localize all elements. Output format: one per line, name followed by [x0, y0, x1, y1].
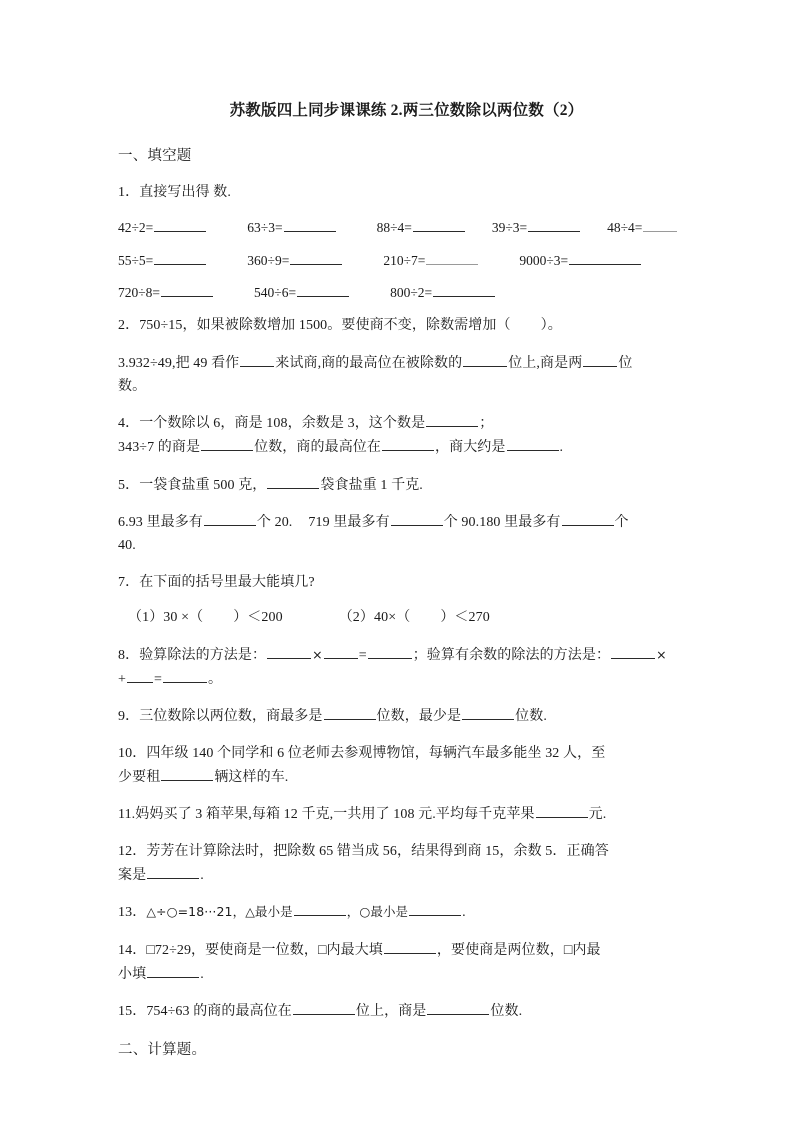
answer-blank[interactable]: [267, 474, 319, 489]
question-4-text: 343÷7 的商是: [118, 439, 201, 455]
calc-expression: 800÷2=: [390, 285, 433, 301]
question-8-text: ×: [312, 646, 323, 662]
question-12-number: 12．: [118, 843, 147, 859]
question-4-text: .: [559, 439, 564, 455]
question-13-text: ，○最小是: [346, 904, 409, 920]
page-title: 苏教版四上同步课课练 2.两三位数除以两位数（2）: [229, 102, 584, 119]
question-10-text: 辆这样的车.: [214, 769, 289, 785]
question-12-text: 芳芳在计算除法时，把除数 65 错当成 56，结果得到商 15，余数 5．正确答: [146, 843, 609, 859]
question-6-text: 个: [614, 515, 629, 531]
question-9-text: 位数.: [515, 709, 547, 725]
question-14: [118, 939, 683, 986]
answer-blank[interactable]: [284, 218, 336, 233]
answer-blank[interactable]: [384, 939, 436, 954]
answer-blank[interactable]: [536, 803, 588, 818]
question-14-text: 小填: [118, 966, 147, 982]
question-7-sub-2-text-end: ）＜270: [440, 610, 490, 626]
question-7-sub-1: [128, 607, 283, 630]
question-8-text: =: [154, 671, 162, 687]
question-13: [118, 901, 683, 925]
answer-blank[interactable]: [290, 250, 342, 265]
question-7-sub-1-text: （1）30 ×（: [128, 610, 204, 626]
question-10-text: 四年级 140 个同学和 6 位老师去参观博物馆，每辆汽车最多能坐 32 人，至: [146, 745, 606, 761]
question-14-text: ，要使商是两位数，□内最: [436, 942, 601, 958]
question-3-number: 3.: [118, 355, 129, 371]
question-7-number: 7．: [118, 574, 140, 590]
question-1-number: 1．: [118, 185, 140, 200]
question-9-text: 位数，最少是: [376, 709, 462, 725]
question-8-text: =: [358, 647, 367, 663]
calc-expression: 9000÷3=: [519, 252, 569, 268]
answer-blank[interactable]: [293, 1000, 355, 1015]
answer-blank[interactable]: [324, 705, 376, 720]
question-2: [118, 315, 683, 338]
answer-blank[interactable]: [413, 218, 465, 233]
question-15: [118, 1000, 683, 1024]
question-6-line-2: 40.: [118, 537, 136, 553]
answer-blank[interactable]: [391, 511, 443, 526]
question-5-number: 5．: [118, 477, 140, 493]
answer-blank[interactable]: [569, 250, 641, 265]
question-11-text: 妈妈买了 3 箱苹果,每箱 12 千克,一共用了 108 元.平均每千克苹果: [135, 807, 535, 823]
section-heading-fill-in-blanks: 一、填空题: [118, 148, 192, 164]
question-8-text: 。: [208, 671, 223, 687]
question-5-text: 袋食盐重 1 千克.: [320, 477, 423, 493]
question-6: [118, 511, 683, 557]
question-3-text: 来试商,商的最高位在被除数的: [275, 355, 463, 371]
question-7-sub-1-text-end: ）＜200: [233, 610, 283, 626]
answer-blank[interactable]: [583, 352, 617, 367]
question-7-sub-2-text: （2）40×（: [338, 610, 411, 626]
question-4-text: ，商大约是: [435, 439, 506, 455]
answer-blank[interactable]: [426, 250, 478, 265]
answer-blank[interactable]: [201, 436, 253, 451]
answer-blank[interactable]: [204, 511, 256, 526]
answer-blank[interactable]: [161, 766, 213, 781]
question-1-text: 直接写出得 数.: [139, 185, 232, 200]
section-heading-calculation: 二、计算题。: [118, 1041, 207, 1058]
question-14-text: □72÷29，要使商是一位数，□内最大填: [146, 942, 383, 958]
question-8-text: ×: [656, 646, 667, 662]
answer-blank[interactable]: [147, 864, 199, 879]
answer-blank[interactable]: [507, 436, 559, 451]
question-4-number: 4．: [118, 416, 140, 432]
question-4-text: 位数，商的最高位在: [254, 439, 381, 455]
question-13-text: .: [462, 905, 466, 921]
answer-blank[interactable]: [463, 352, 507, 367]
answer-blank[interactable]: [240, 352, 274, 367]
question-8-number: 8．: [118, 647, 140, 663]
question-1-row-2: [118, 250, 683, 269]
question-10: [118, 743, 683, 789]
calc-expression: 42÷2=: [118, 220, 154, 236]
question-3-text: 位: [618, 355, 633, 371]
calc-expression: 88÷4=: [376, 220, 412, 236]
question-8-text: 验算除法的方法是：: [139, 647, 267, 663]
answer-blank[interactable]: [154, 250, 206, 265]
question-2-text: 750÷15，如果被除数增加 1500。要使商不变，除数需增加（: [139, 318, 511, 334]
answer-blank[interactable]: [297, 283, 349, 298]
answer-blank[interactable]: [409, 901, 461, 916]
question-1-row-1: [118, 218, 683, 237]
question-5-text: 一袋食盐重 500 克，: [139, 477, 267, 493]
question-1-row-3: [118, 283, 683, 302]
question-9-text: 三位数除以两位数，商最多是: [139, 709, 323, 725]
question-12-text: 案是: [118, 867, 147, 883]
answer-blank[interactable]: [127, 668, 153, 683]
question-10-text: 少要租: [118, 769, 161, 785]
question-12-line-2: [118, 864, 683, 888]
calc-expression: 210÷7=: [383, 252, 426, 268]
calc-expression: 720÷8=: [118, 285, 161, 301]
question-10-number: 10．: [118, 745, 147, 761]
question-11: [118, 803, 683, 827]
question-8-text: +: [118, 671, 126, 687]
question-3: [118, 352, 683, 398]
question-11-number: 11.: [118, 807, 136, 823]
answer-blank[interactable]: [426, 412, 478, 427]
calc-expression: 540÷6=: [254, 285, 297, 301]
question-8: [118, 644, 683, 691]
answer-blank[interactable]: [294, 901, 346, 916]
calc-expression: 360÷9=: [247, 252, 290, 268]
question-13-number: 13．: [118, 905, 147, 921]
answer-blank[interactable]: [154, 218, 206, 233]
question-12: [118, 841, 683, 887]
answer-blank[interactable]: [161, 283, 213, 298]
answer-blank[interactable]: [324, 644, 358, 659]
question-11-text: 元.: [588, 807, 607, 823]
question-14-number: 14．: [118, 942, 147, 958]
question-2-number: 2．: [118, 318, 140, 334]
question-4: [118, 412, 683, 459]
question-15-text: 位数.: [490, 1004, 523, 1020]
question-6-number: 6.: [118, 515, 129, 531]
answer-blank[interactable]: [163, 668, 207, 683]
answer-blank[interactable]: [368, 644, 412, 659]
answer-blank[interactable]: [147, 963, 199, 978]
answer-blank[interactable]: [643, 218, 677, 233]
answer-blank[interactable]: [611, 644, 655, 659]
question-13-text: △÷○=18···21，△最小是: [146, 904, 293, 920]
question-3-line-2: 数。: [118, 378, 147, 394]
answer-blank[interactable]: [427, 1000, 489, 1015]
question-7-sub-2: [339, 607, 490, 630]
question-15-text: 位上，商是: [355, 1004, 427, 1020]
question-9: [118, 705, 683, 729]
question-1-prompt: [118, 182, 683, 205]
calc-expression: 48÷4=: [607, 220, 643, 236]
question-8-text: ；验算有余数的除法的方法是：: [412, 647, 611, 663]
question-7-prompt: [118, 572, 683, 595]
question-5: [118, 474, 683, 498]
calc-expression: 55÷5=: [118, 252, 154, 268]
answer-blank[interactable]: [267, 644, 311, 659]
calc-expression: 39÷3=: [491, 220, 528, 236]
answer-blank[interactable]: [462, 705, 514, 720]
question-12-text: .: [200, 867, 204, 883]
question-15-number: 15．: [118, 1004, 147, 1020]
question-3-text: 932÷49,把 49 看作: [128, 355, 240, 371]
question-2-text-end: ）。: [540, 318, 562, 334]
question-10-line-2: [118, 766, 683, 790]
question-14-line-2: [118, 963, 683, 987]
question-14-text: .: [200, 966, 204, 982]
question-7-subitems: [118, 607, 683, 630]
answer-blank[interactable]: [528, 218, 580, 233]
answer-blank[interactable]: [382, 436, 434, 451]
question-6-text: 719 里最多有: [308, 515, 390, 531]
answer-blank[interactable]: [562, 511, 614, 526]
question-3-text: 位上,商是两: [508, 355, 583, 371]
question-7-text: 在下面的括号里最大能填几?: [139, 574, 315, 590]
question-6-text: 个 90.180 里最多有: [443, 515, 561, 531]
question-6-text: 个 20.: [256, 515, 293, 531]
calc-expression: 63÷3=: [247, 220, 283, 236]
question-6-text: 93 里最多有: [128, 515, 203, 531]
question-8-line-2: [118, 668, 683, 692]
question-4-text: 一个数除以 6，商是 108，余数是 3，这个数是: [139, 416, 426, 432]
answer-blank[interactable]: [433, 283, 495, 298]
question-4-text: ；: [479, 416, 494, 432]
question-4-line-2: [118, 436, 683, 460]
question-9-number: 9．: [118, 709, 140, 725]
question-15-text: 754÷63 的商的最高位在: [146, 1004, 292, 1020]
